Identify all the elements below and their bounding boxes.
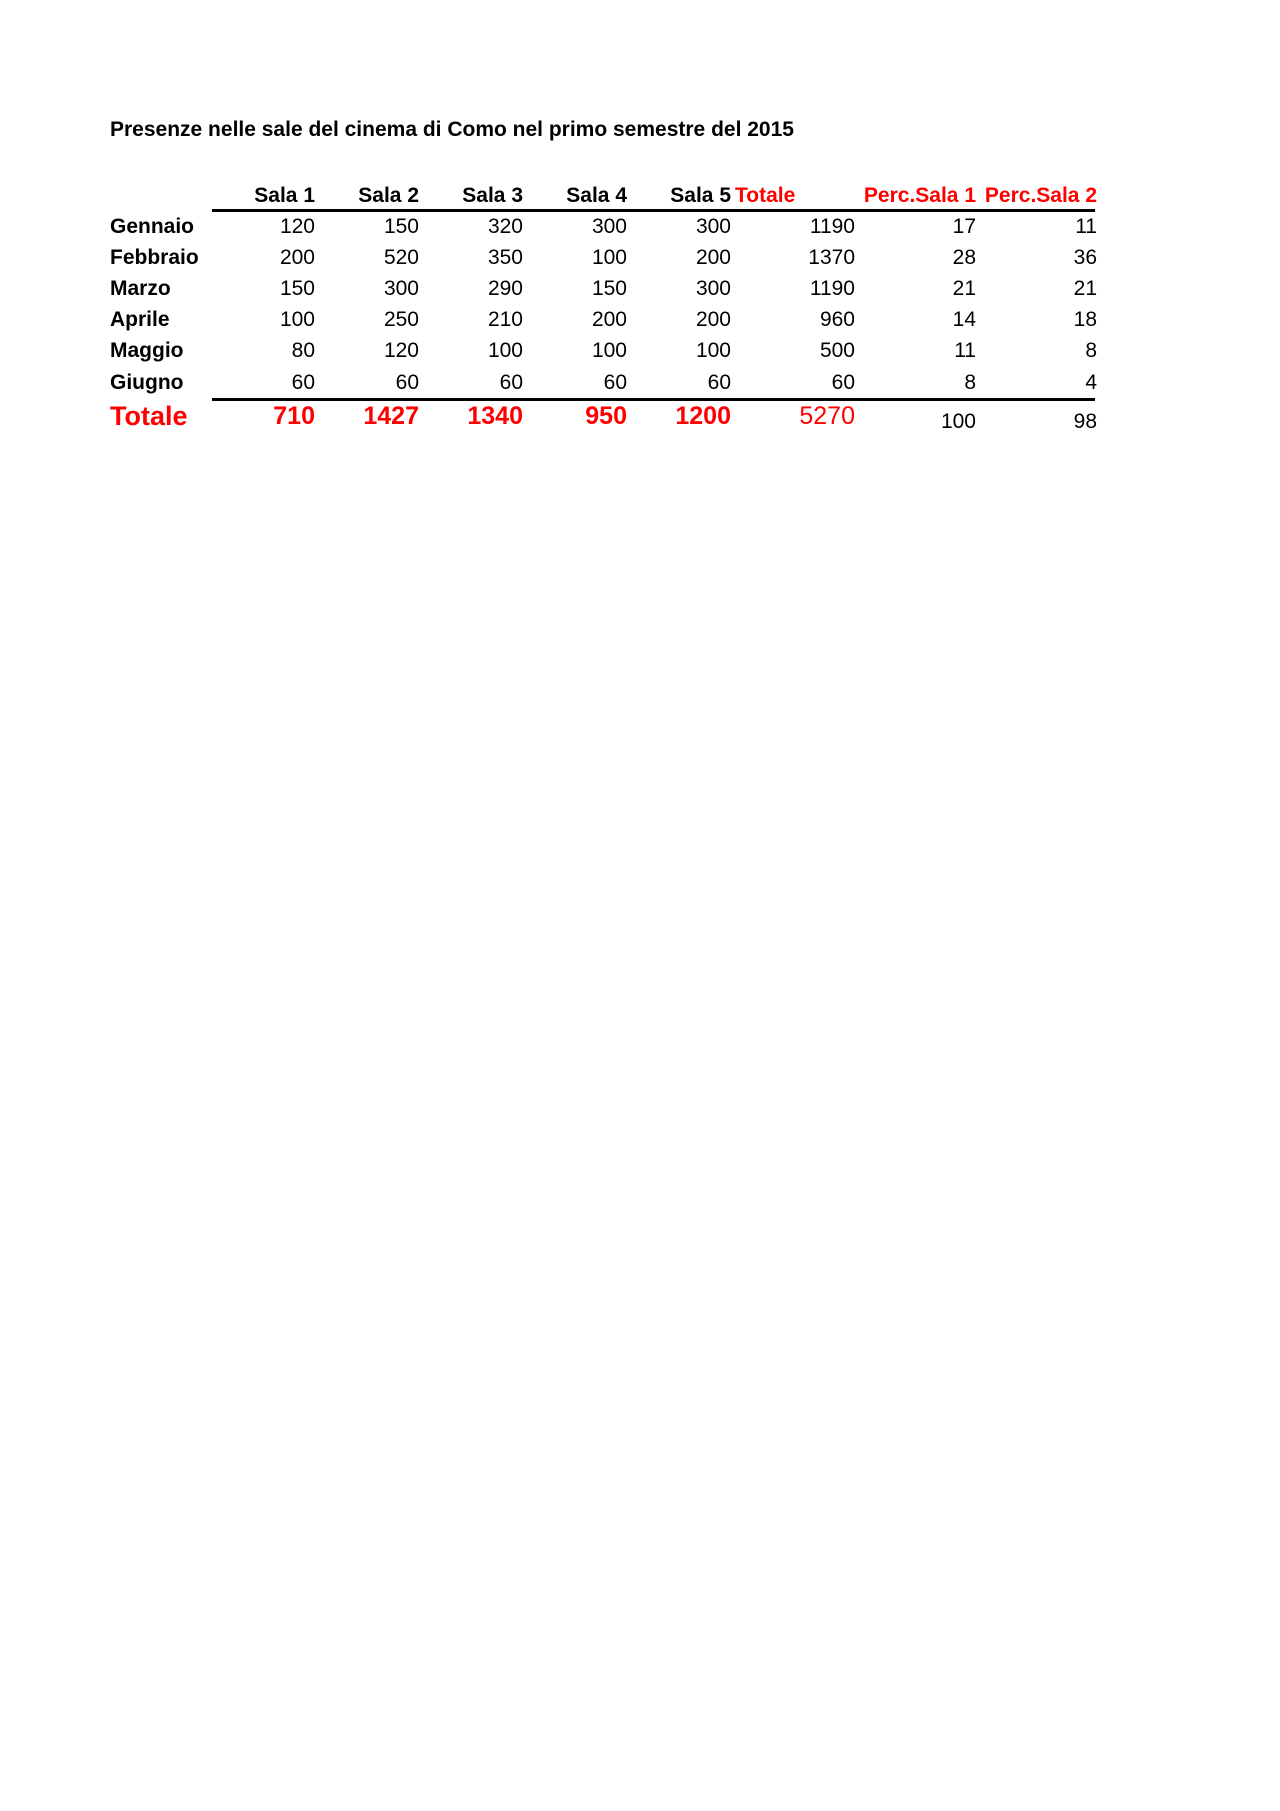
table-cell: 120: [279, 215, 315, 238]
header-cell: Sala 5: [670, 184, 731, 207]
row-label: Giugno: [110, 371, 184, 394]
row-label: Gennaio: [110, 215, 195, 238]
table-cell: 300: [695, 277, 731, 300]
table-cell: 300: [695, 215, 731, 238]
table-cell: 60: [395, 371, 419, 394]
table-cell: 200: [695, 246, 731, 269]
row-label: Febbraio: [110, 246, 199, 269]
header-cell: Totale: [735, 184, 796, 207]
table-cell: 290: [487, 277, 523, 300]
totals-cell: 98: [1073, 410, 1097, 433]
table-cell: 100: [695, 339, 731, 362]
table-cell: 1370: [808, 246, 855, 269]
table-cell: 960: [819, 308, 855, 331]
table-cell: 60: [707, 371, 731, 394]
table-cell: 1190: [809, 277, 855, 300]
table-cell: 300: [383, 277, 419, 300]
table-cell: 320: [487, 215, 523, 238]
table-cell: 60: [499, 371, 523, 394]
table-cell: 1190: [809, 215, 855, 238]
table-cell: 300: [591, 215, 627, 238]
totals-cell: 5270: [799, 402, 855, 430]
table-cell: 200: [591, 308, 627, 331]
table-cell: 120: [383, 339, 419, 362]
row-label: Aprile: [110, 308, 170, 331]
table-cell: 100: [591, 246, 627, 269]
table-cell: 21: [1073, 277, 1097, 300]
table-cell: 60: [291, 371, 315, 394]
table-cell: 11: [954, 339, 976, 362]
table-cell: 210: [487, 308, 523, 331]
table-cell: 60: [603, 371, 627, 394]
table-cell: 200: [695, 308, 731, 331]
table-cell: 150: [383, 215, 419, 238]
header-cell: Sala 4: [566, 184, 627, 207]
table-cell: 520: [383, 246, 419, 269]
table-cell: 250: [383, 308, 419, 331]
totals-cell: 710: [273, 402, 315, 430]
table-cell: 60: [831, 371, 855, 394]
table-cell: 350: [487, 246, 523, 269]
totals-divider: [212, 398, 1095, 401]
header-cell: Sala 2: [358, 184, 419, 207]
row-label: Maggio: [110, 339, 184, 362]
table-cell: 100: [487, 339, 523, 362]
totals-cell: 1427: [363, 402, 419, 430]
header-cell: Sala 1: [254, 184, 315, 207]
totals-cell: 1340: [467, 402, 523, 430]
table-cell: 11: [1075, 215, 1097, 238]
table-cell: 4: [1085, 371, 1097, 394]
table-cell: 36: [1073, 246, 1097, 269]
totals-cell: 100: [940, 410, 976, 433]
header-cell: Perc.Sala 2: [984, 184, 1097, 207]
totals-cell: 1200: [675, 402, 731, 430]
table-cell: 200: [279, 246, 315, 269]
header-cell: Perc.Sala 1: [863, 184, 976, 207]
table-cell: 80: [291, 339, 315, 362]
header-cell: Sala 3: [462, 184, 523, 207]
table-cell: 8: [1085, 339, 1097, 362]
totals-cell: 950: [585, 402, 627, 430]
totals-label: Totale: [110, 401, 188, 431]
table-cell: 100: [591, 339, 627, 362]
table-cell: 150: [591, 277, 627, 300]
table-cell: 17: [952, 215, 976, 238]
table-cell: 14: [952, 308, 976, 331]
table-cell: 150: [279, 277, 315, 300]
header-divider: [212, 209, 1095, 212]
page-title: Presenze nelle sale del cinema di Como nel primo semestre del 2015: [110, 118, 794, 141]
table-cell: 500: [819, 339, 855, 362]
table-cell: 28: [952, 246, 976, 269]
table-cell: 21: [952, 277, 976, 300]
row-label: Marzo: [110, 277, 171, 300]
table-cell: 100: [279, 308, 315, 331]
table-cell: 18: [1073, 308, 1097, 331]
table-cell: 8: [964, 371, 976, 394]
